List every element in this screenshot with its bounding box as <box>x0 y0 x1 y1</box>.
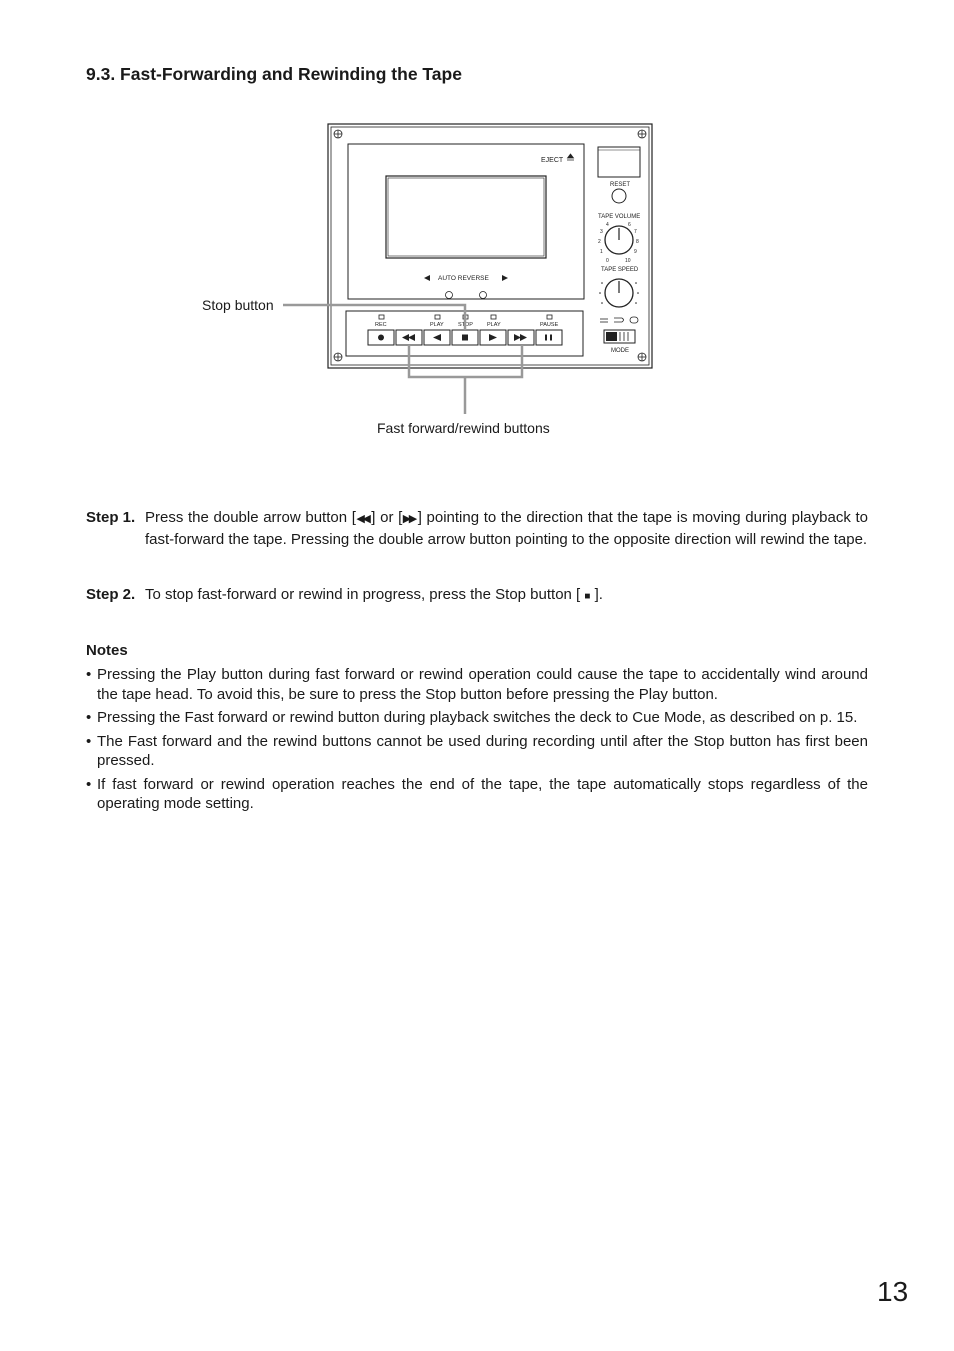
tape-volume-label: TAPE VOLUME <box>598 214 641 220</box>
ff-rew-callout-label: Fast forward/rewind buttons <box>377 420 550 436</box>
step-2-text: To stop fast-forward or rewind in progress, press the Stop button [ ■ ]. <box>145 586 603 603</box>
stop-label: STOP <box>458 322 473 328</box>
note-item: • Pressing the Fast forward or rewind button during playback switches the deck to Cue Mode, as described on p. 15. <box>86 709 858 726</box>
page-number: 13 <box>877 1276 909 1307</box>
step-1-label: Step 1. <box>86 509 136 526</box>
note-item: • Pressing the Play button during fast forward or rewind operation could cause the tape to accidentally wind around the tape head. To avoid this, be sure to press the Stop button before pressing the Play button. <box>86 666 868 703</box>
notes-list <box>86 665 868 818</box>
mode-label: MODE <box>611 348 629 354</box>
notes-title: Notes <box>86 642 128 659</box>
step-1 <box>86 508 868 549</box>
vol-scale-10: 10 <box>625 258 631 264</box>
stop-icon <box>462 335 468 341</box>
eject-label: EJECT <box>541 157 564 164</box>
auto-reverse-label: AUTO REVERSE <box>438 275 489 282</box>
vol-scale-6: 6 <box>628 222 631 228</box>
reset-label: RESET <box>610 182 631 188</box>
rec-label: REC <box>375 322 387 328</box>
rec-icon <box>378 335 384 341</box>
fast-forward-symbol-icon: ▶▶ <box>402 513 415 525</box>
pause-button <box>536 330 562 345</box>
vol-scale-2: 2 <box>598 239 601 245</box>
tape-deck-figure <box>0 0 954 460</box>
step-1-text: Press the double arrow button [◀◀ ] or [▶▶ ] pointing to the direction that the tape is moving during playback to fast-forward the tape. Pressing the double arrow button pointing to the opposite direction will rewind the tape. <box>145 509 868 548</box>
rewind-symbol-icon: ◀◀ <box>355 513 369 525</box>
vol-scale-7: 7 <box>634 229 637 235</box>
tape-speed-label: TAPE SPEED <box>601 267 639 273</box>
vol-scale-4: 4 <box>606 222 609 228</box>
section-heading: 9.3. Fast-Forwarding and Rewinding the Tape <box>86 64 462 84</box>
pause-icon <box>545 335 547 341</box>
note-item: • If fast forward or rewind operation reaches the end of the tape, the tape automatically stops regardless of the operating mode setting. <box>86 775 868 812</box>
vol-scale-1: 1 <box>600 249 603 255</box>
pause-label: PAUSE <box>540 322 559 328</box>
vol-scale-8: 8 <box>636 239 639 245</box>
stop-symbol-icon: ■ <box>584 591 591 602</box>
play-rev-label: PLAY <box>430 322 444 328</box>
stop-button-callout-label: Stop button <box>202 297 274 313</box>
note-item: • The Fast forward and the rewind buttons cannot be used during recording until after the Stop button has first been pressed. <box>86 732 868 769</box>
step-2-label: Step 2. <box>86 586 136 603</box>
tape-deck-panel-diagram <box>0 0 954 460</box>
step-2 <box>86 585 868 607</box>
vol-scale-9: 9 <box>634 249 637 255</box>
vol-scale-3: 3 <box>600 229 603 235</box>
vol-scale-0: 0 <box>606 258 609 264</box>
play-fwd-label: PLAY <box>487 322 501 328</box>
